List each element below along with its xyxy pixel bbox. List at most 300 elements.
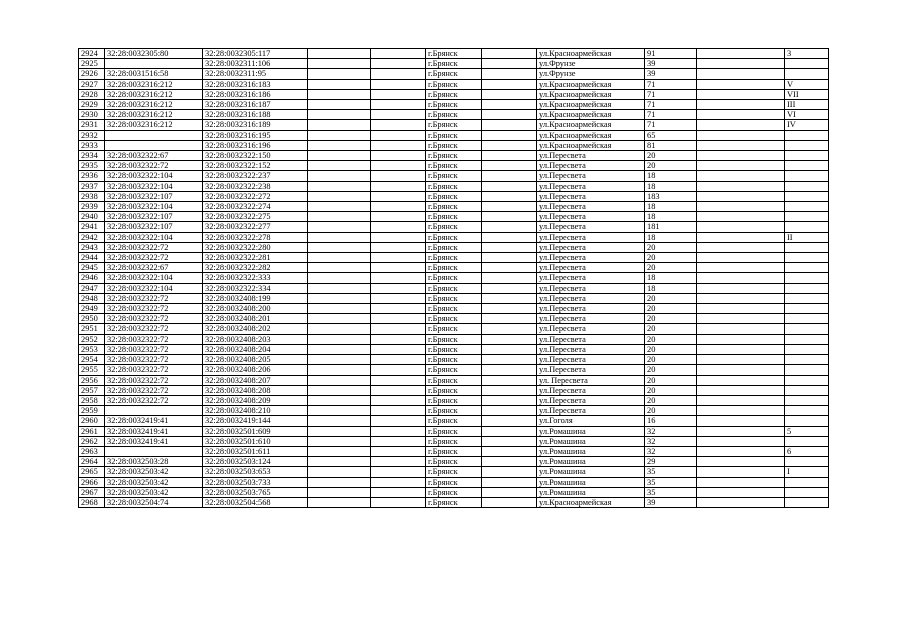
house-number-cell: 39 [645, 59, 697, 69]
old-cadastral-number-cell [105, 446, 203, 456]
table-row [79, 263, 829, 273]
row-number-cell: 2944 [79, 253, 105, 263]
table-row [79, 253, 829, 263]
cadastral-number-cell: 32:28:0032322:150 [203, 151, 308, 161]
old-cadastral-number-cell [105, 140, 203, 150]
table-row [79, 120, 829, 130]
empty-cell-cell [482, 69, 537, 79]
old-cadastral-number-cell: 32:28:0032322:67 [105, 263, 203, 273]
city-cell: г.Брянск [426, 110, 482, 120]
empty-cell-cell [482, 436, 537, 446]
row-number-cell: 2932 [79, 130, 105, 140]
empty-cell-cell [482, 457, 537, 467]
empty-cell-cell [697, 89, 785, 99]
city-cell: г.Брянск [426, 355, 482, 365]
premise-number-cell [785, 385, 829, 395]
city-cell: г.Брянск [426, 365, 482, 375]
empty-cell-cell [371, 385, 426, 395]
empty-cell-cell [697, 477, 785, 487]
city-cell: г.Брянск [426, 100, 482, 110]
cadastral-number-cell: 32:28:0032322:277 [203, 222, 308, 232]
row-number-cell: 2964 [79, 457, 105, 467]
empty-cell-cell [308, 467, 371, 477]
empty-cell-cell [308, 314, 371, 324]
empty-cell-cell [482, 304, 537, 314]
cadastral-number-cell: 32:28:0032408:210 [203, 406, 308, 416]
house-number-cell: 181 [645, 222, 697, 232]
empty-cell-cell [371, 467, 426, 477]
city-cell: г.Брянск [426, 477, 482, 487]
empty-cell-cell [308, 497, 371, 507]
premise-number-cell [785, 334, 829, 344]
empty-cell-cell [697, 365, 785, 375]
empty-cell-cell [697, 161, 785, 171]
street-cell: ул.Фрунзе [537, 69, 645, 79]
row-number-cell: 2957 [79, 385, 105, 395]
empty-cell-cell [371, 161, 426, 171]
empty-cell-cell [308, 324, 371, 334]
premise-number-cell [785, 222, 829, 232]
street-cell: ул.Красноармейская [537, 110, 645, 120]
street-cell: ул.Пересвета [537, 385, 645, 395]
premise-number-cell [785, 191, 829, 201]
city-cell: г.Брянск [426, 467, 482, 477]
empty-cell-cell [308, 365, 371, 375]
street-cell: ул.Красноармейская [537, 497, 645, 507]
empty-cell-cell [482, 406, 537, 416]
empty-cell-cell [697, 334, 785, 344]
city-cell: г.Брянск [426, 446, 482, 456]
empty-cell-cell [308, 49, 371, 59]
row-number-cell: 2930 [79, 110, 105, 120]
table-row [79, 304, 829, 314]
cadastral-number-cell: 32:28:0032503:124 [203, 457, 308, 467]
old-cadastral-number-cell: 32:28:0032316:212 [105, 120, 203, 130]
cadastral-number-cell: 32:28:0032322:282 [203, 263, 308, 273]
empty-cell-cell [697, 202, 785, 212]
empty-cell-cell [371, 79, 426, 89]
empty-cell-cell [371, 334, 426, 344]
city-cell: г.Брянск [426, 69, 482, 79]
row-number-cell: 2961 [79, 426, 105, 436]
empty-cell-cell [697, 130, 785, 140]
empty-cell-cell [308, 283, 371, 293]
city-cell: г.Брянск [426, 344, 482, 354]
empty-cell-cell [697, 49, 785, 59]
table-row [79, 140, 829, 150]
city-cell: г.Брянск [426, 334, 482, 344]
house-number-cell: 65 [645, 130, 697, 140]
row-number-cell: 2966 [79, 477, 105, 487]
empty-cell-cell [697, 171, 785, 181]
empty-cell-cell [308, 242, 371, 252]
row-number-cell: 2943 [79, 242, 105, 252]
empty-cell-cell [308, 79, 371, 89]
old-cadastral-number-cell: 32:28:0032316:212 [105, 110, 203, 120]
cadastral-number-cell: 32:28:0032316:195 [203, 130, 308, 140]
row-number-cell: 2939 [79, 202, 105, 212]
table-row [79, 181, 829, 191]
table-row [79, 161, 829, 171]
empty-cell-cell [482, 283, 537, 293]
row-number-cell: 2947 [79, 283, 105, 293]
row-number-cell: 2933 [79, 140, 105, 150]
city-cell: г.Брянск [426, 375, 482, 385]
table-row [79, 446, 829, 456]
house-number-cell: 18 [645, 202, 697, 212]
premise-number-cell [785, 436, 829, 446]
empty-cell-cell [371, 120, 426, 130]
table-row [79, 69, 829, 79]
premise-number-cell [785, 161, 829, 171]
row-number-cell: 2925 [79, 59, 105, 69]
cadastral-number-cell: 32:28:0032408:206 [203, 365, 308, 375]
city-cell: г.Брянск [426, 202, 482, 212]
empty-cell-cell [482, 49, 537, 59]
empty-cell-cell [482, 161, 537, 171]
house-number-cell: 39 [645, 497, 697, 507]
empty-cell-cell [308, 293, 371, 303]
house-number-cell: 20 [645, 334, 697, 344]
house-number-cell: 20 [645, 385, 697, 395]
empty-cell-cell [482, 253, 537, 263]
cadastral-number-cell: 32:28:0032408:209 [203, 395, 308, 405]
street-cell: ул.Фрунзе [537, 59, 645, 69]
house-number-cell: 20 [645, 344, 697, 354]
empty-cell-cell [482, 202, 537, 212]
old-cadastral-number-cell: 32:28:0032322:72 [105, 324, 203, 334]
cadastral-number-cell: 32:28:0032322:152 [203, 161, 308, 171]
table-row [79, 293, 829, 303]
empty-cell-cell [482, 467, 537, 477]
empty-cell-cell [482, 395, 537, 405]
empty-cell-cell [308, 100, 371, 110]
house-number-cell: 18 [645, 232, 697, 242]
row-number-cell: 2959 [79, 406, 105, 416]
street-cell: ул.Ромашина [537, 436, 645, 446]
row-number-cell: 2942 [79, 232, 105, 242]
cadastral-number-cell: 32:28:0032408:205 [203, 355, 308, 365]
house-number-cell: 20 [645, 395, 697, 405]
house-number-cell: 35 [645, 467, 697, 477]
empty-cell-cell [371, 100, 426, 110]
row-number-cell: 2949 [79, 304, 105, 314]
house-number-cell: 18 [645, 212, 697, 222]
house-number-cell: 35 [645, 477, 697, 487]
old-cadastral-number-cell: 32:28:0032322:72 [105, 355, 203, 365]
table-row [79, 273, 829, 283]
table-row [79, 426, 829, 436]
cadastral-number-cell: 32:28:0032419:144 [203, 416, 308, 426]
table-row [79, 100, 829, 110]
empty-cell-cell [308, 416, 371, 426]
table-row [79, 191, 829, 201]
street-cell: ул.Красноармейская [537, 140, 645, 150]
empty-cell-cell [697, 253, 785, 263]
city-cell: г.Брянск [426, 497, 482, 507]
empty-cell-cell [482, 273, 537, 283]
cadastral-number-cell: 32:28:0032322:280 [203, 242, 308, 252]
empty-cell-cell [371, 457, 426, 467]
old-cadastral-number-cell: 32:28:0032322:107 [105, 191, 203, 201]
row-number-cell: 2951 [79, 324, 105, 334]
premise-number-cell: II [785, 232, 829, 242]
premise-number-cell [785, 365, 829, 375]
empty-cell-cell [482, 355, 537, 365]
house-number-cell: 18 [645, 283, 697, 293]
city-cell: г.Брянск [426, 79, 482, 89]
city-cell: г.Брянск [426, 406, 482, 416]
old-cadastral-number-cell: 32:28:0032322:104 [105, 232, 203, 242]
empty-cell-cell [308, 334, 371, 344]
house-number-cell: 71 [645, 110, 697, 120]
house-number-cell: 18 [645, 181, 697, 191]
premise-number-cell [785, 171, 829, 181]
row-number-cell: 2948 [79, 293, 105, 303]
row-number-cell: 2938 [79, 191, 105, 201]
city-cell: г.Брянск [426, 273, 482, 283]
empty-cell-cell [308, 69, 371, 79]
premise-number-cell [785, 324, 829, 334]
table-row [79, 334, 829, 344]
empty-cell-cell [308, 171, 371, 181]
empty-cell-cell [697, 436, 785, 446]
table-row [79, 497, 829, 507]
street-cell: ул.Пересвета [537, 242, 645, 252]
table-row [79, 365, 829, 375]
old-cadastral-number-cell [105, 406, 203, 416]
empty-cell-cell [308, 212, 371, 222]
city-cell: г.Брянск [426, 324, 482, 334]
city-cell: г.Брянск [426, 416, 482, 426]
empty-cell-cell [371, 314, 426, 324]
row-number-cell: 2927 [79, 79, 105, 89]
table-row [79, 457, 829, 467]
street-cell: ул.Пересвета [537, 293, 645, 303]
street-cell: ул.Пересвета [537, 171, 645, 181]
street-cell: ул.Ромашина [537, 477, 645, 487]
city-cell: г.Брянск [426, 89, 482, 99]
premise-number-cell [785, 242, 829, 252]
empty-cell-cell [308, 130, 371, 140]
empty-cell-cell [371, 59, 426, 69]
cadastral-number-cell: 32:28:0032305:117 [203, 49, 308, 59]
city-cell: г.Брянск [426, 191, 482, 201]
old-cadastral-number-cell: 32:28:0032322:72 [105, 304, 203, 314]
premise-number-cell [785, 497, 829, 507]
city-cell: г.Брянск [426, 59, 482, 69]
empty-cell-cell [308, 436, 371, 446]
street-cell: ул.Красноармейская [537, 100, 645, 110]
table-row [79, 355, 829, 365]
empty-cell-cell [697, 232, 785, 242]
cadastral-number-cell: 32:28:0032316:188 [203, 110, 308, 120]
old-cadastral-number-cell: 32:28:0032322:104 [105, 202, 203, 212]
house-number-cell: 71 [645, 89, 697, 99]
house-number-cell: 20 [645, 324, 697, 334]
row-number-cell: 2941 [79, 222, 105, 232]
house-number-cell: 18 [645, 273, 697, 283]
city-cell: г.Брянск [426, 181, 482, 191]
city-cell: г.Брянск [426, 140, 482, 150]
row-number-cell: 2958 [79, 395, 105, 405]
old-cadastral-number-cell: 32:28:0032503:28 [105, 457, 203, 467]
row-number-cell: 2968 [79, 497, 105, 507]
row-number-cell: 2926 [79, 69, 105, 79]
row-number-cell: 2955 [79, 365, 105, 375]
table-row [79, 487, 829, 497]
empty-cell-cell [371, 49, 426, 59]
old-cadastral-number-cell: 32:28:0032322:107 [105, 212, 203, 222]
table-row [79, 375, 829, 385]
empty-cell-cell [371, 110, 426, 120]
empty-cell-cell [697, 110, 785, 120]
old-cadastral-number-cell: 32:28:0031516:58 [105, 69, 203, 79]
old-cadastral-number-cell: 32:28:0032322:104 [105, 181, 203, 191]
empty-cell-cell [482, 426, 537, 436]
empty-cell-cell [697, 304, 785, 314]
empty-cell-cell [697, 222, 785, 232]
empty-cell-cell [697, 191, 785, 201]
house-number-cell: 32 [645, 426, 697, 436]
empty-cell-cell [371, 191, 426, 201]
empty-cell-cell [482, 120, 537, 130]
empty-cell-cell [482, 416, 537, 426]
empty-cell-cell [482, 314, 537, 324]
street-cell: ул.Красноармейская [537, 120, 645, 130]
empty-cell-cell [482, 110, 537, 120]
old-cadastral-number-cell: 32:28:0032419:41 [105, 416, 203, 426]
city-cell: г.Брянск [426, 263, 482, 273]
street-cell: ул.Пересвета [537, 314, 645, 324]
empty-cell-cell [371, 293, 426, 303]
registry-table [78, 48, 829, 508]
street-cell: ул.Пересвета [537, 324, 645, 334]
cadastral-number-cell: 32:28:0032322:275 [203, 212, 308, 222]
cadastral-number-cell: 32:28:0032322:237 [203, 171, 308, 181]
empty-cell-cell [308, 151, 371, 161]
table-row [79, 110, 829, 120]
empty-cell-cell [482, 130, 537, 140]
table-row [79, 467, 829, 477]
empty-cell-cell [482, 222, 537, 232]
street-cell: ул.Ромашина [537, 467, 645, 477]
premise-number-cell [785, 263, 829, 273]
table-body [79, 49, 829, 508]
old-cadastral-number-cell: 32:28:0032419:41 [105, 436, 203, 446]
premise-number-cell: VII [785, 89, 829, 99]
table-row [79, 202, 829, 212]
table-row [79, 324, 829, 334]
premise-number-cell [785, 69, 829, 79]
street-cell: ул.Пересвета [537, 334, 645, 344]
empty-cell-cell [308, 59, 371, 69]
empty-cell-cell [371, 497, 426, 507]
empty-cell-cell [697, 385, 785, 395]
premise-number-cell [785, 416, 829, 426]
empty-cell-cell [697, 446, 785, 456]
empty-cell-cell [482, 89, 537, 99]
old-cadastral-number-cell [105, 59, 203, 69]
city-cell: г.Брянск [426, 171, 482, 181]
empty-cell-cell [371, 355, 426, 365]
empty-cell-cell [697, 140, 785, 150]
house-number-cell: 18 [645, 171, 697, 181]
old-cadastral-number-cell: 32:28:0032305:80 [105, 49, 203, 59]
old-cadastral-number-cell: 32:28:0032322:107 [105, 222, 203, 232]
street-cell: ул.Пересвета [537, 406, 645, 416]
empty-cell-cell [697, 273, 785, 283]
table-row [79, 416, 829, 426]
cadastral-number-cell: 32:28:0032322:278 [203, 232, 308, 242]
cadastral-number-cell: 32:28:0032408:208 [203, 385, 308, 395]
empty-cell-cell [482, 232, 537, 242]
table-row [79, 385, 829, 395]
empty-cell-cell [482, 79, 537, 89]
empty-cell-cell [697, 497, 785, 507]
row-number-cell: 2928 [79, 89, 105, 99]
cadastral-number-cell: 32:28:0032311:95 [203, 69, 308, 79]
empty-cell-cell [697, 406, 785, 416]
empty-cell-cell [697, 212, 785, 222]
house-number-cell: 20 [645, 406, 697, 416]
city-cell: г.Брянск [426, 426, 482, 436]
city-cell: г.Брянск [426, 436, 482, 446]
empty-cell-cell [482, 365, 537, 375]
empty-cell-cell [697, 151, 785, 161]
row-number-cell: 2960 [79, 416, 105, 426]
empty-cell-cell [697, 314, 785, 324]
street-cell: ул.Ромашина [537, 487, 645, 497]
empty-cell-cell [371, 324, 426, 334]
cadastral-number-cell: 32:28:0032408:200 [203, 304, 308, 314]
street-cell: ул.Пересвета [537, 304, 645, 314]
empty-cell-cell [308, 375, 371, 385]
empty-cell-cell [308, 202, 371, 212]
street-cell: ул.Ромашина [537, 457, 645, 467]
empty-cell-cell [308, 426, 371, 436]
table-row [79, 314, 829, 324]
old-cadastral-number-cell: 32:28:0032322:67 [105, 151, 203, 161]
cadastral-number-cell: 32:28:0032316:186 [203, 89, 308, 99]
empty-cell-cell [308, 181, 371, 191]
empty-cell-cell [697, 416, 785, 426]
street-cell: ул.Пересвета [537, 212, 645, 222]
empty-cell-cell [371, 406, 426, 416]
cadastral-number-cell: 32:28:0032322:238 [203, 181, 308, 191]
table-row [79, 89, 829, 99]
street-cell: ул.Пересвета [537, 232, 645, 242]
empty-cell-cell [371, 273, 426, 283]
cadastral-number-cell: 32:28:0032501:609 [203, 426, 308, 436]
premise-number-cell: V [785, 79, 829, 89]
empty-cell-cell [697, 344, 785, 354]
street-cell: ул.Ромашина [537, 426, 645, 436]
house-number-cell: 91 [645, 49, 697, 59]
table-row [79, 283, 829, 293]
premise-number-cell [785, 477, 829, 487]
street-cell: ул.Красноармейская [537, 49, 645, 59]
row-number-cell: 2967 [79, 487, 105, 497]
street-cell: ул.Пересвета [537, 202, 645, 212]
empty-cell-cell [371, 263, 426, 273]
empty-cell-cell [308, 273, 371, 283]
empty-cell-cell [308, 457, 371, 467]
old-cadastral-number-cell: 32:28:0032322:104 [105, 283, 203, 293]
row-number-cell: 2935 [79, 161, 105, 171]
premise-number-cell [785, 202, 829, 212]
cadastral-number-cell: 32:28:0032503:653 [203, 467, 308, 477]
